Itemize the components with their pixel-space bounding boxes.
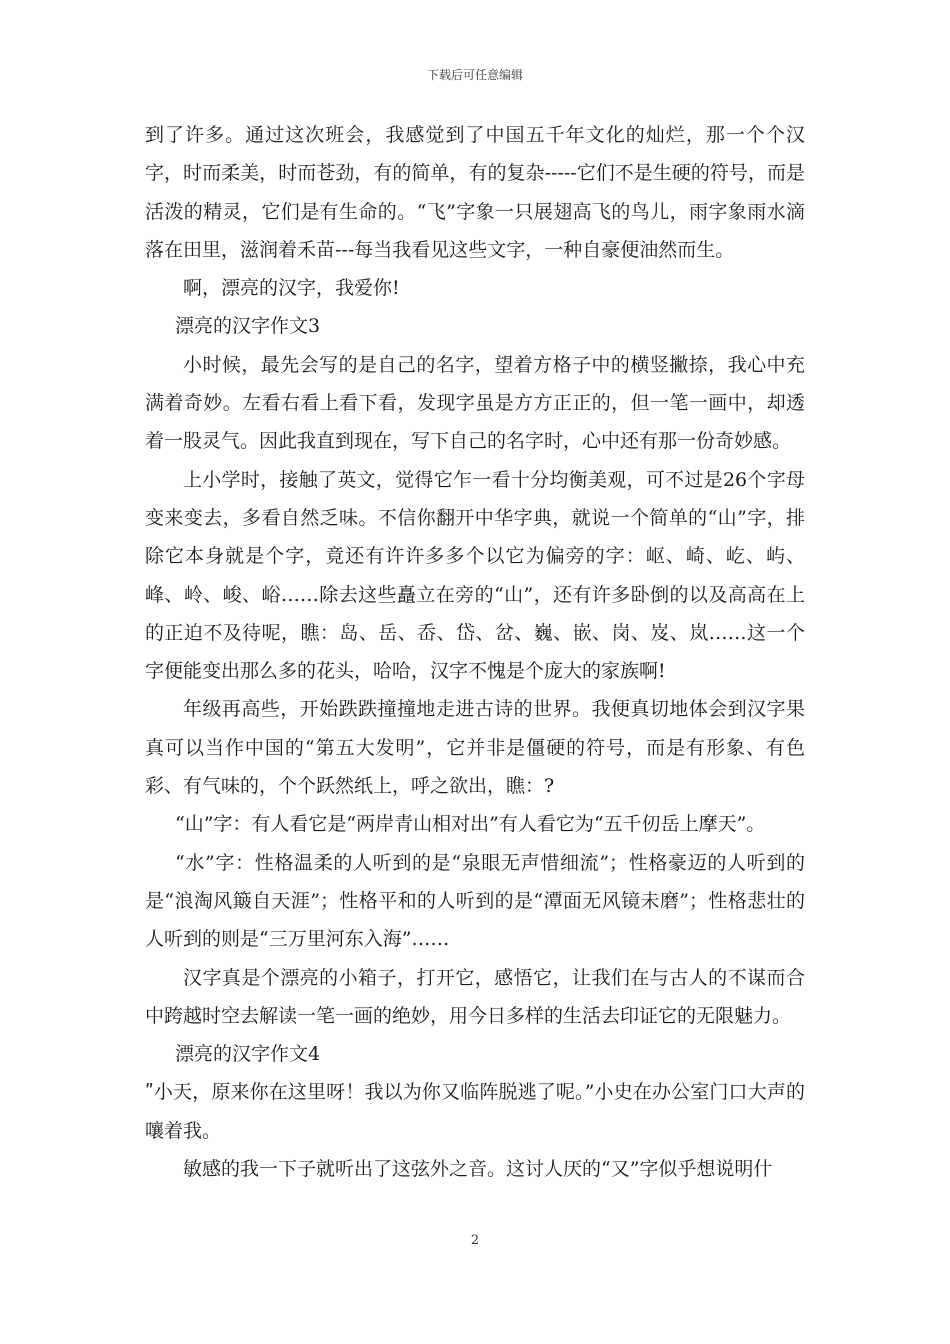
section-title: 漂亮的汉字作文4	[175, 1043, 321, 1066]
paragraph: 汉字真是个漂亮的小箱子，打开它，感悟它，让我们在与古人的不谋而合中跨越时空去解读一笔一画的绝妙，用今日多样的生活去印证它的无限魅力。	[145, 966, 805, 1027]
document-body	[145, 116, 805, 1188]
paragraph: 到了许多。通过这次班会，我感觉到了中国五千年文化的灿烂，那一个个汉字，时而柔美，时而苍劲，有的简单，有的复杂-----它们不是生硬的符号，而是活泼的精灵，它们是有生命的。“飞”字象一只展翅高飞的鸟儿，雨字象雨水滴落在田里，滋润着禾苗---每当我看见这些文字，一种自豪便油然而生。	[145, 124, 805, 261]
section-title: 漂亮的汉字作文3	[175, 315, 321, 338]
paragraph: 年级再高些，开始跌跌撞撞地走进古诗的世界。我便真切地体会到汉字果真可以当作中国的“第五大发明”，它并非是僵硬的符号，而是有形象、有色彩、有气味的，个个跃然纸上，呼之欲出，瞧：?	[145, 698, 805, 798]
paragraph: “水”字：性格温柔的人听到的是“泉眼无声惜细流”；性格豪迈的人听到的是“浪淘风簸自天涯”；性格平和的人听到的是“潭面无风镜未磨”；性格悲壮的人听到的则是“三万里河东入海”……	[145, 851, 805, 951]
page-number: 2	[470, 1233, 480, 1248]
paragraph: 敏感的我一下子就听出了这弦外之音。这讨人厌的“又”字似乎想说明什	[183, 1158, 773, 1181]
paragraph: ʺ小天，原来你在这里呀！我以为你又临阵脱逃了呢。”小史在办公室门口大声的嚷着我。	[145, 1081, 805, 1142]
paragraph: 啊，漂亮的汉字，我爱你!	[183, 277, 400, 300]
page-header: 下载后可任意编辑	[426, 68, 523, 82]
paragraph: “山”字：有人看它是“两岸青山相对出”有人看它为“五千仞岳上摩天”。	[175, 813, 766, 836]
paragraph: 上小学时，接触了英文，觉得它乍一看十分均衡美观，可不过是26个字母变来变去，多看自然乏味。不信你翻开中华字典，就说一个简单的“山”字，排除它本身就是个字，竟还有许许多多个以它为偏旁的字：岖、崎、屹、屿、峰、岭、峻、峪……除去这些矗立在旁的“山”，还有许多卧倒的以及高高在上的正迫不及待呢，瞧：岛、岳、岙、岱、岔、巍、嵌、岗、岌、岚……这一个字便能变出那么多的花头，哈哈，汉字不愧是个庞大的家族啊!	[145, 468, 805, 683]
paragraph: 小时候，最先会写的是自己的名字，望着方格子中的横竖撇捺，我心中充满着奇妙。左看右看上看下看，发现字虽是方方正正的，但一笔一画中，却透着一股灵气。因此我直到现在，写下自己的名字时，心中还有那一份奇妙感。	[145, 353, 805, 453]
